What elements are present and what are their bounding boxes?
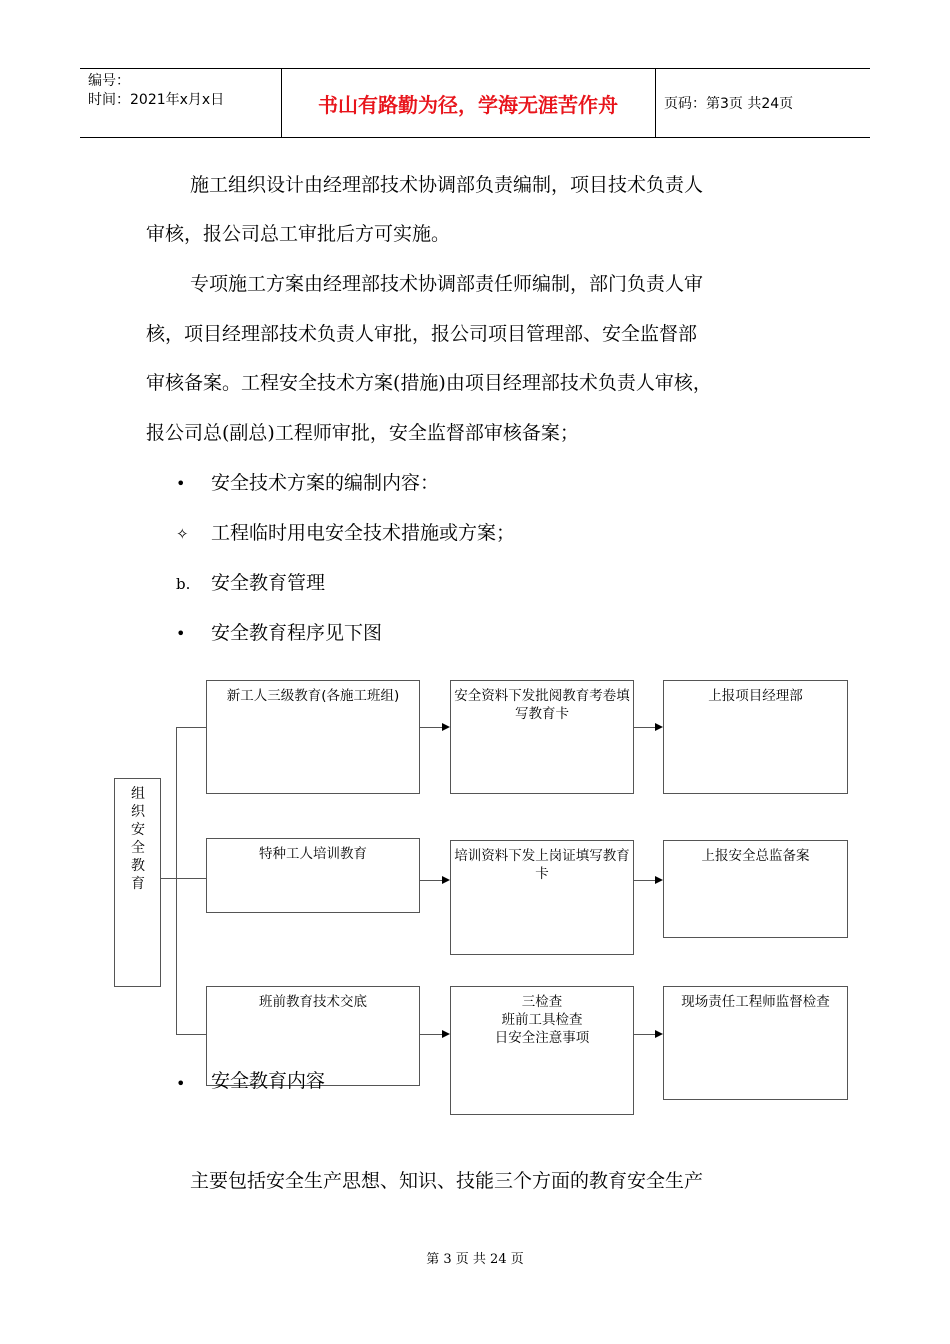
connector-line <box>420 880 442 881</box>
flow-box-label: 安全资料下发批阅教育考卷填写教育卡 <box>454 688 630 722</box>
paragraph-line: 施工组织设计由经理部技术协调部负责编制，项目技术负责人 <box>190 174 704 196</box>
flow-box-label: 三检查 班前工具检查 日安全注意事项 <box>494 994 590 1046</box>
paragraph-line: 主要包括安全生产思想、知识、技能三个方面的教育安全生产 <box>190 1170 704 1192</box>
list-item: 安全教育管理 <box>211 572 326 594</box>
flow-root-label: 组 织 安 全 教 育 <box>131 786 145 892</box>
connector-line <box>420 727 442 728</box>
number-label: 编号： <box>88 73 130 89</box>
paragraph-line: 审核备案。工程安全技术方案(措施)由项目经理部技术负责人审核， <box>146 372 712 394</box>
header-motto: 书山有路勤为径，学海无涯苦作舟 <box>318 92 618 117</box>
arrow-right-icon <box>655 723 663 731</box>
connector-line <box>176 727 207 728</box>
diamond-star-icon: ✧ <box>176 525 189 543</box>
arrow-right-icon <box>655 1030 663 1038</box>
connector-line <box>176 878 207 879</box>
list-item: 安全技术方案的编制内容： <box>211 472 440 494</box>
connector-line <box>634 727 655 728</box>
flow-box-label: 现场责任工程师监督检查 <box>681 994 830 1010</box>
connector-line <box>176 1034 207 1035</box>
flow-box <box>663 680 848 794</box>
list-item: 工程临时用电安全技术措施或方案； <box>211 522 516 544</box>
arrow-right-icon <box>442 1030 450 1038</box>
arrow-right-icon <box>442 876 450 884</box>
paragraph-line: 审核，报公司总工审批后方可实施。 <box>146 223 451 245</box>
list-item: 安全教育内容 <box>211 1070 326 1092</box>
connector-line <box>420 1034 442 1035</box>
connector-line <box>634 1034 655 1035</box>
page-number-label: 页码：第3页 共24页 <box>664 96 794 112</box>
paragraph-line: 报公司总(副总)工程师审批，安全监督部审核备案； <box>146 422 579 444</box>
date-label: 时间：2021年x月x日 <box>88 92 225 108</box>
flow-box-label: 班前教育技术交底 <box>259 994 367 1010</box>
flow-box <box>450 680 634 794</box>
flow-box <box>450 840 634 955</box>
flow-box <box>663 986 848 1100</box>
bullet-dot-icon: • <box>176 624 186 643</box>
flow-box-label: 上报安全总监备案 <box>701 848 810 864</box>
connector-line <box>161 878 177 879</box>
flow-box-label: 上报项目经理部 <box>708 688 803 704</box>
page-footer: 第 3 页 共 24 页 <box>426 1252 524 1267</box>
header-meta <box>80 69 280 137</box>
list-item: 安全教育程序见下图 <box>211 622 383 644</box>
list-marker-b: b. <box>176 575 191 593</box>
connector-line <box>634 880 655 881</box>
page-header <box>80 68 870 138</box>
bullet-dot-icon: • <box>176 474 186 493</box>
flow-box <box>206 680 420 794</box>
flow-box <box>206 838 420 913</box>
flow-box <box>663 840 848 938</box>
bullet-dot-icon: • <box>176 1074 186 1093</box>
paragraph-line: 核，项目经理部技术负责人审批，报公司项目管理部、安全监督部 <box>146 323 698 345</box>
flow-box-label: 新工人三级教育(各施工班组) <box>226 688 400 704</box>
flow-box <box>450 986 634 1115</box>
header-divider <box>655 69 656 137</box>
connector-line <box>176 727 177 1035</box>
flow-box-label: 特种工人培训教育 <box>259 846 367 862</box>
arrow-right-icon <box>442 723 450 731</box>
flow-box-label: 培训资料下发上岗证填写教育卡 <box>454 848 630 882</box>
arrow-right-icon <box>655 876 663 884</box>
paragraph-line: 专项施工方案由经理部技术协调部责任师编制，部门负责人审 <box>190 273 704 295</box>
